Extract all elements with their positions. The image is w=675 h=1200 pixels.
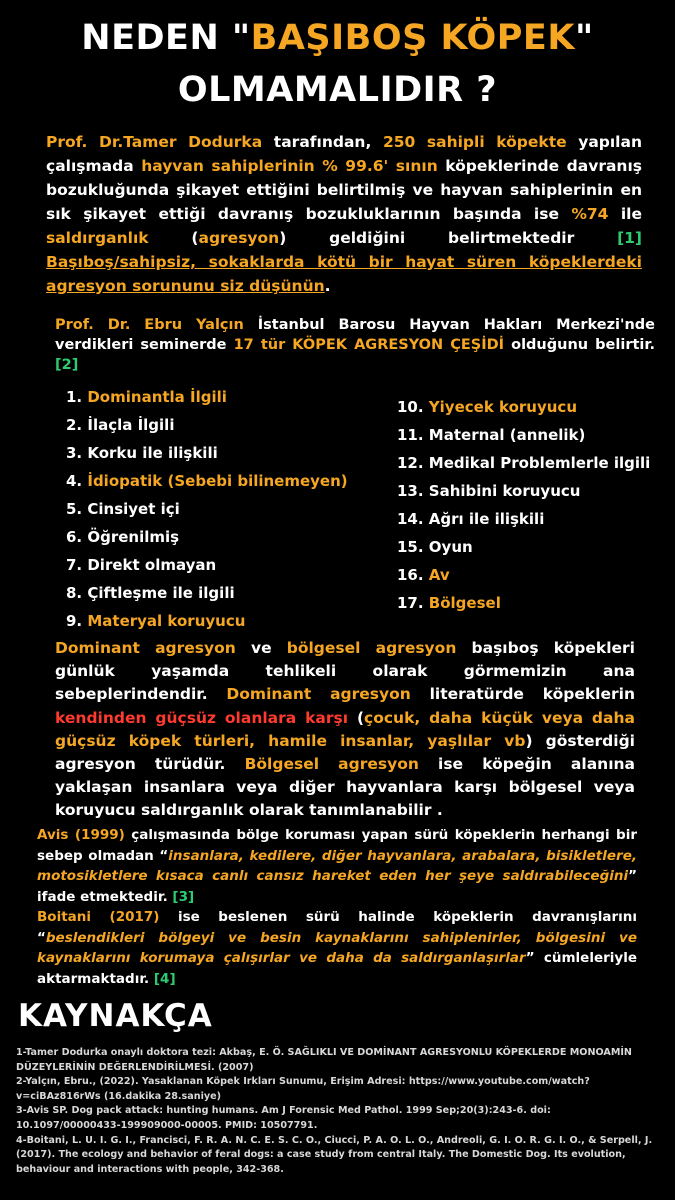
list-item: [397, 477, 650, 505]
list-item-number: 9.: [66, 612, 88, 630]
list-item-label: Oyun: [428, 538, 473, 556]
list-item-label: Cinsiyet içi: [87, 500, 180, 518]
list-item: [66, 467, 348, 495]
reference-item: 2-Yalçın, Ebru., (2022). Yasaklanan Köpek Irkları Sunumu, Erişim Adresi: https://www.youtube.com/watch?v=ciBAz816rWs (16.dakika 28.saniye): [16, 1076, 590, 1102]
title-line-2: OLMAMALIDIR ?: [177, 70, 498, 110]
paragraph-yalcin: Prof. Dr. Ebru Yalçın İstanbul Barosu Hayvan Hakları Merkezi'nde verdikleri seminerde 17 tür KÖPEK AGRESYON ÇEŞİDİ olduğunu belirtir. [2]: [55, 317, 655, 373]
citation-4: [4]: [153, 970, 176, 987]
list-item-label: Dominantla İlgili: [87, 388, 227, 406]
list-item: [66, 607, 348, 635]
list-item-number: 14.: [397, 510, 429, 528]
aggression-list-left: [66, 383, 348, 635]
list-item: [397, 533, 650, 561]
citation-2: [2]: [55, 357, 79, 373]
citation-3: [3]: [172, 888, 195, 905]
list-item: [397, 561, 650, 589]
list-item-number: 2.: [66, 416, 88, 434]
title-highlight: BAŞIBOŞ KÖPEK: [250, 18, 575, 58]
list-item-number: 11.: [397, 426, 429, 444]
list-item: [397, 505, 650, 533]
references-heading: KAYNAKÇA: [18, 998, 213, 1034]
list-item-label: Av: [428, 566, 450, 584]
reference-item: 4-Boitani, L. U. I. G. I., Francisci, F. R. A. N. C. E. S. C. O., Ciucci, P. A. O. L. O., Andreoli, G. I. O. R. G. I. O., & Serpell, J. (2017). The ecology and behavior of feral dogs: a case study from central Italy. The Domestic Dog. Its evolution, behaviour and interactions with people, 342-368.: [16, 1134, 653, 1175]
list-item-number: 15.: [397, 538, 429, 556]
list-item: [66, 439, 348, 467]
list-item-number: 4.: [66, 472, 88, 490]
list-item-number: 17.: [397, 594, 429, 612]
list-item-number: 5.: [66, 500, 88, 518]
list-item: [397, 421, 650, 449]
list-item-label: Medikal Problemlerle ilgili: [428, 454, 651, 472]
paragraph-dominant-territorial: Dominant agresyon ve bölgesel agresyon başıboş köpekleri günlük yaşamda tehlikeli olarak görmemizin ana sebeplerindendir. Dominant agresyon literatürde köpeklerin kendinden güçsüz olanlara karşı (çocuk, daha küçük veya daha güçsüz köpek türleri, hamile insanlar, yaşlılar vb) gösterdiği agresyon türüdür. Bölgesel agresyon ise köpeğin alanına yaklaşan insanlara veya diğer hayvanlara karşı bölgesel veya koruyucu saldırganlık olarak tanımlanabilir .: [55, 639, 635, 820]
list-item-number: 3.: [66, 444, 88, 462]
list-item-number: 12.: [397, 454, 429, 472]
citation-1: [1]: [617, 229, 643, 247]
list-item-label: İdiopatik (Sebebi bilinemeyen): [87, 472, 348, 490]
list-item-label: Yiyecek koruyucu: [428, 398, 577, 416]
list-item-number: 7.: [66, 556, 88, 574]
list-item-number: 1.: [66, 388, 88, 406]
paragraph-dodurka: Prof. Dr.Tamer Dodurka tarafından, 250 sahipli köpekte yapılan çalışmada hayvan sahiplerinin % 99.6' sının köpeklerinde davranış bozukluğunda şikayet ettiğini belirtilmiş ve hayvan sahiplerinin en sık şikayet ettiği davranış bozukluklarının başında ise %74 ile saldırganlık (agresyon) geldiğini belirtmektedir [1] Başıboş/sahipsiz, sokaklarda kötü bir hayat süren köpeklerdeki agresyon sorununu siz düşünün.: [46, 133, 643, 295]
list-item: [66, 411, 348, 439]
list-item-label: Sahibini koruyucu: [428, 482, 581, 500]
list-item-number: 13.: [397, 482, 429, 500]
title-line-1: NEDEN "BAŞIBOŞ KÖPEK": [81, 18, 594, 58]
list-item-number: 8.: [66, 584, 88, 602]
reference-item: 3-Avis SP. Dog pack attack: hunting humans. Am J Forensic Med Pathol. 1999 Sep;20(3):243-6. doi: 10.1097/00000433-199909000-00005. PMID: 10507791.: [16, 1105, 551, 1131]
list-item-label: Çiftleşme ile ilgili: [87, 584, 235, 602]
list-item-number: 16.: [397, 566, 429, 584]
list-item-label: İlaçla İlgili: [87, 416, 175, 434]
list-item: [66, 383, 348, 411]
paragraph-avis-boitani: Avis (1999) çalışmasında bölge koruması yapan sürü köpeklerin herhangi bir sebep olmadan “insanlara, kedilere, diğer hayvanlara, arabalara, bisikletlere, motosikletlere kısaca canlı cansız hareket eden her şeye saldırabileceğini” ifade etmektedir. [3] Boitani (2017) ise beslenen sürü halinde köpeklerin davranışlarını “beslendikleri bölgeyi ve besin kaynaklarını sahiplenirler, bölgesini ve kaynaklarını korumaya çalışırlar ve daha da saldırganlaşırlar” cümleleriyle aktarmaktadır. [4]: [37, 827, 637, 987]
list-item-label: Materyal koruyucu: [87, 612, 246, 630]
list-item: [397, 393, 650, 421]
references-list: [16, 1046, 656, 1177]
list-item-number: 10.: [397, 398, 429, 416]
list-item: [397, 449, 650, 477]
aggression-list-right: [397, 393, 650, 617]
list-item-label: Maternal (annelik): [428, 426, 586, 444]
list-item-number: 6.: [66, 528, 88, 546]
list-item-label: Bölgesel: [428, 594, 501, 612]
list-item-label: Korku ile ilişkili: [87, 444, 218, 462]
list-item: [66, 495, 348, 523]
list-item: [66, 551, 348, 579]
list-item-label: Direkt olmayan: [87, 556, 217, 574]
list-item-label: Ağrı ile ilişkili: [428, 510, 545, 528]
list-item: [66, 579, 348, 607]
reference-item: 1-Tamer Dodurka onaylı doktora tezi: Akbaş, E. Ö. SAĞLIKLI VE DOMİNANT AGRESYONLU KÖPEKLERDE MONOAMİN DÜZEYLERİNİN DEĞERLENDİRİLMESİ. (2007): [16, 1047, 632, 1073]
page-title: [0, 12, 675, 116]
list-item-label: Öğrenilmiş: [87, 528, 180, 546]
list-item: [66, 523, 348, 551]
list-item: [397, 589, 650, 617]
